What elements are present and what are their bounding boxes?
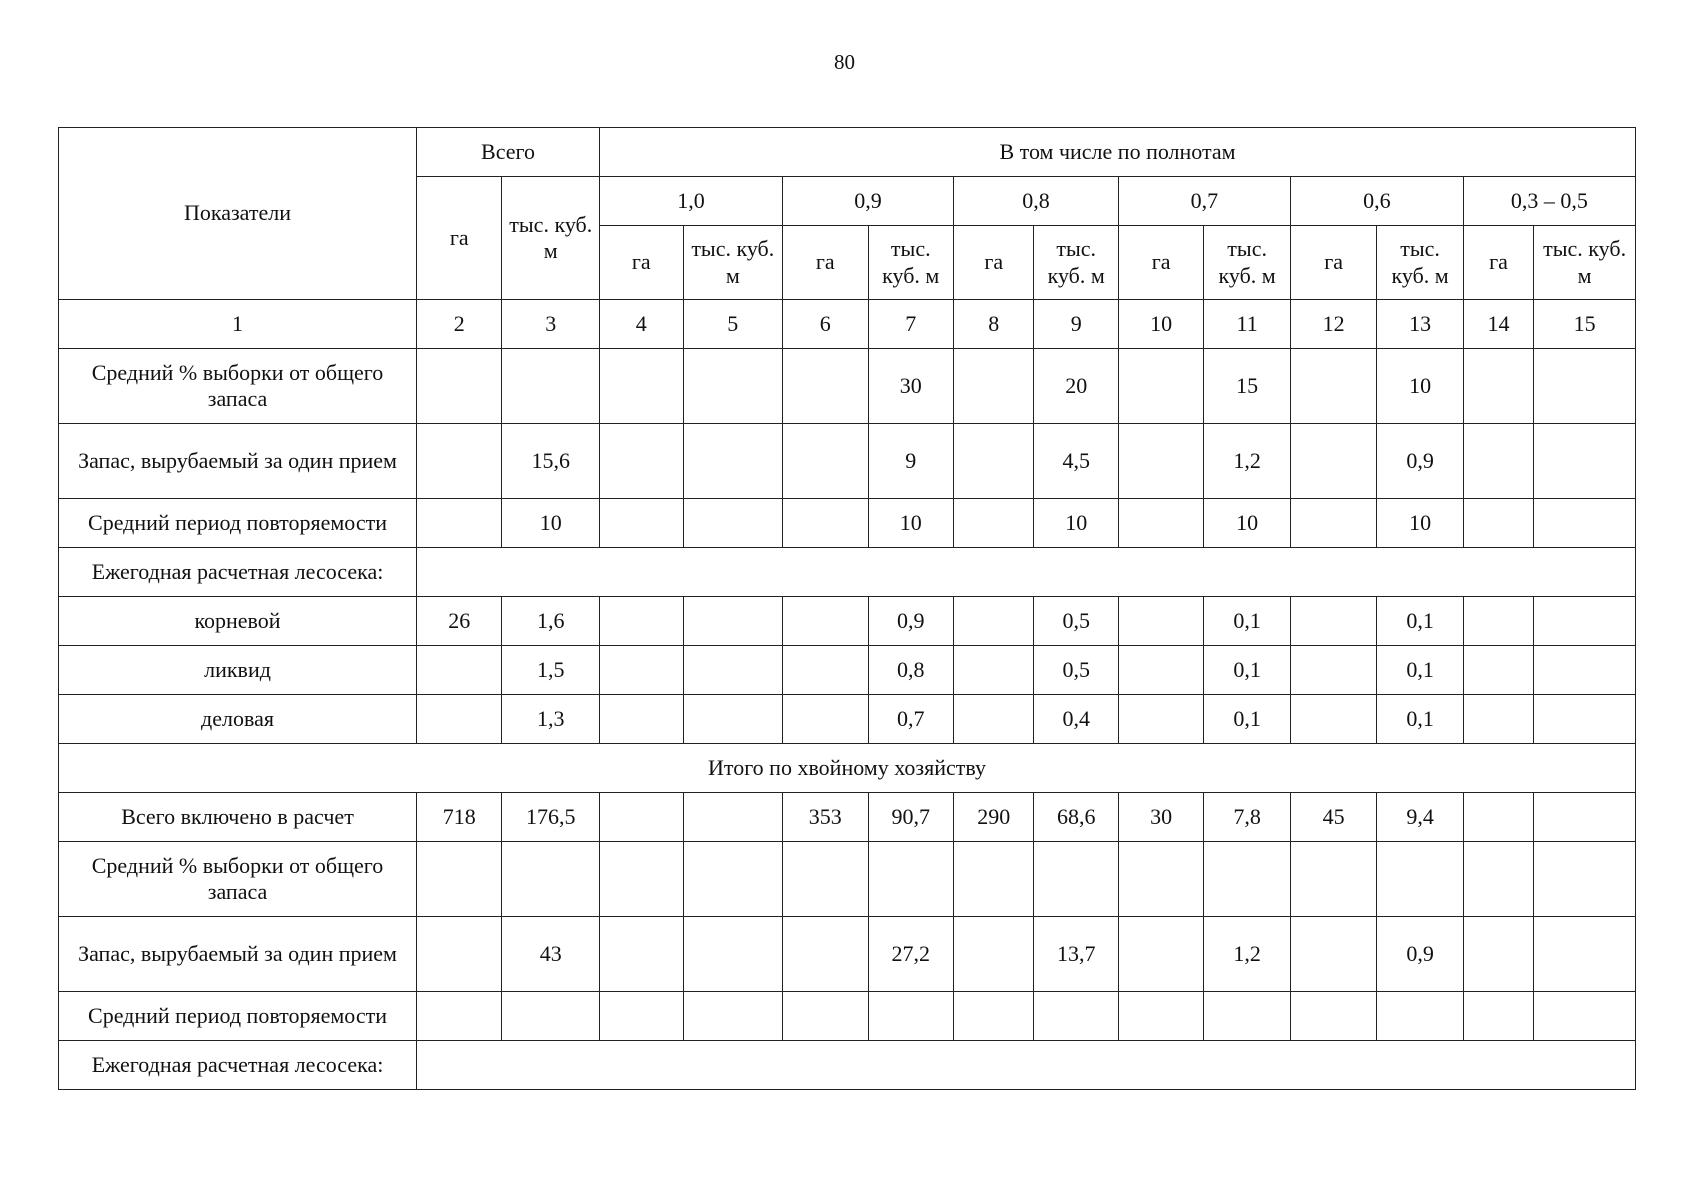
table-row	[59, 597, 1636, 646]
header-total-ha: га	[417, 177, 502, 300]
table-cell	[954, 842, 1034, 917]
table-cell: 9,4	[1377, 793, 1463, 842]
table-cell: 0,1	[1377, 597, 1463, 646]
table-cell: 43	[502, 917, 600, 992]
table-cell	[683, 349, 783, 424]
table-cell	[417, 646, 502, 695]
table-row	[59, 499, 1636, 548]
table-cell	[783, 597, 868, 646]
header-unit-ha: га	[1463, 226, 1533, 300]
table-cell	[1290, 499, 1376, 548]
row-label: деловая	[59, 695, 417, 744]
row-label: Ежегодная расчетная лесосека:	[59, 1041, 417, 1090]
table-cell: 0,1	[1204, 597, 1290, 646]
page-number: 80	[834, 50, 855, 74]
table-cell	[600, 597, 683, 646]
table-cell: 353	[783, 793, 868, 842]
table-cell	[1118, 992, 1203, 1041]
table-cell: 20	[1034, 349, 1118, 424]
table-cell	[1290, 646, 1376, 695]
table-cell: 0,5	[1034, 646, 1118, 695]
row-label: ликвид	[59, 646, 417, 695]
table-cell	[1377, 992, 1463, 1041]
header-density: 0,3 – 0,5	[1463, 177, 1635, 226]
forest-cut-table	[58, 127, 1636, 1090]
table-cell	[600, 992, 683, 1041]
table-cell	[1290, 695, 1376, 744]
table-cell	[502, 992, 600, 1041]
table-cell: 10	[1204, 499, 1290, 548]
table-cell	[502, 349, 600, 424]
header-unit-volume: тыс. куб. м	[683, 226, 783, 300]
table-cell: 7,8	[1204, 793, 1290, 842]
table-cell	[1463, 349, 1533, 424]
table-cell	[1534, 499, 1636, 548]
table-row	[59, 424, 1636, 499]
header-density: 0,9	[783, 177, 954, 226]
row-label: Ежегодная расчетная лесосека:	[59, 548, 417, 597]
table-cell	[1290, 842, 1376, 917]
table-cell: 4,5	[1034, 424, 1118, 499]
table-cell	[683, 793, 783, 842]
table-cell	[1034, 992, 1118, 1041]
table-cell: 176,5	[502, 793, 600, 842]
header-unit-ha: га	[783, 226, 868, 300]
column-number: 8	[954, 300, 1034, 349]
table-cell	[1534, 842, 1636, 917]
header-unit-ha: га	[954, 226, 1034, 300]
table-cell	[1534, 349, 1636, 424]
table-cell: 1,6	[502, 597, 600, 646]
table-cell	[1204, 992, 1290, 1041]
table-cell: 30	[1118, 793, 1203, 842]
column-numbers-row	[59, 300, 1636, 349]
table-cell: 1,5	[502, 646, 600, 695]
table-cell	[417, 917, 502, 992]
table-cell: 0,9	[1377, 424, 1463, 499]
table-cell: 9	[868, 424, 953, 499]
table-cell: 27,2	[868, 917, 953, 992]
table-cell	[683, 842, 783, 917]
header-total-volume: тыс. куб. м	[502, 177, 600, 300]
column-number: 2	[417, 300, 502, 349]
table-cell: 0,8	[868, 646, 953, 695]
table-cell	[954, 917, 1034, 992]
table-cell	[1534, 695, 1636, 744]
header-by-density: В том числе по полнотам	[600, 128, 1636, 177]
table-cell	[1118, 646, 1203, 695]
table-row	[59, 695, 1636, 744]
table-cell: 0,1	[1377, 646, 1463, 695]
table-cell	[683, 646, 783, 695]
table-cell	[417, 695, 502, 744]
table-row	[59, 548, 1636, 597]
column-number: 11	[1204, 300, 1290, 349]
table-cell	[600, 424, 683, 499]
table-cell: 1,2	[1204, 424, 1290, 499]
table-cell	[783, 499, 868, 548]
table-cell: 15,6	[502, 424, 600, 499]
table-row	[59, 793, 1636, 842]
table-cell	[1118, 499, 1203, 548]
table-cell	[1534, 646, 1636, 695]
table-cell: 1,2	[1204, 917, 1290, 992]
table-row	[59, 349, 1636, 424]
header-unit-volume: тыс. куб. м	[1034, 226, 1118, 300]
table-cell	[502, 842, 600, 917]
table-cell: 0,9	[1377, 917, 1463, 992]
table-cell	[954, 499, 1034, 548]
row-label: Всего включено в расчет	[59, 793, 417, 842]
table-cell	[600, 917, 683, 992]
header-density: 1,0	[600, 177, 783, 226]
table-cell	[1463, 646, 1533, 695]
header-indicators: Показатели	[59, 128, 417, 300]
table-row	[59, 646, 1636, 695]
column-number: 1	[59, 300, 417, 349]
row-label: Средний % выборки от общего запаса	[59, 349, 417, 424]
table-cell	[954, 424, 1034, 499]
column-number: 15	[1534, 300, 1636, 349]
table-cell	[1534, 992, 1636, 1041]
table-cell	[417, 349, 502, 424]
column-number: 6	[783, 300, 868, 349]
table-cell	[1204, 842, 1290, 917]
table-cell	[1463, 597, 1533, 646]
table-cell: 0,7	[868, 695, 953, 744]
header-unit-volume: тыс. куб. м	[1377, 226, 1463, 300]
table-cell	[868, 842, 953, 917]
table-cell	[1034, 842, 1118, 917]
table-cell	[1377, 842, 1463, 917]
table-cell	[783, 424, 868, 499]
table-cell	[1463, 917, 1533, 992]
table-cell	[417, 842, 502, 917]
table-cell	[954, 646, 1034, 695]
header-density: 0,8	[954, 177, 1119, 226]
table-cell	[683, 597, 783, 646]
table-cell: 68,6	[1034, 793, 1118, 842]
column-number: 9	[1034, 300, 1118, 349]
table-cell	[1118, 695, 1203, 744]
header-density: 0,7	[1118, 177, 1290, 226]
table-cell: 15	[1204, 349, 1290, 424]
table-cell: 10	[1377, 499, 1463, 548]
table-cell	[1118, 349, 1203, 424]
table-cell: 10	[1034, 499, 1118, 548]
table-body	[59, 300, 1636, 1090]
table-cell	[417, 499, 502, 548]
row-label: Средний период повторяемости	[59, 499, 417, 548]
table-cell	[783, 349, 868, 424]
header-unit-ha: га	[1118, 226, 1203, 300]
header-unit-volume: тыс. куб. м	[1204, 226, 1290, 300]
table-cell	[1290, 349, 1376, 424]
table-cell	[1463, 842, 1533, 917]
table-cell	[1463, 992, 1533, 1041]
table-cell	[1290, 597, 1376, 646]
header-unit-ha: га	[600, 226, 683, 300]
table-row	[59, 842, 1636, 917]
table-cell: 13,7	[1034, 917, 1118, 992]
header-density: 0,6	[1290, 177, 1463, 226]
column-number: 12	[1290, 300, 1376, 349]
table-cell	[783, 992, 868, 1041]
table-cell	[954, 992, 1034, 1041]
header-unit-volume: тыс. куб. м	[1534, 226, 1636, 300]
table-cell: 0,4	[1034, 695, 1118, 744]
table-cell	[600, 793, 683, 842]
table-cell: 10	[1377, 349, 1463, 424]
section-title: Итого по хвойному хозяйству	[59, 744, 1636, 793]
table-cell-merged	[417, 1041, 1636, 1090]
table-cell	[600, 499, 683, 548]
row-label: Средний % выборки от общего запаса	[59, 842, 417, 917]
table-cell	[1118, 424, 1203, 499]
table-cell	[783, 646, 868, 695]
table-cell	[1290, 917, 1376, 992]
table-cell: 290	[954, 793, 1034, 842]
table-cell	[954, 695, 1034, 744]
table-cell	[683, 992, 783, 1041]
table-row	[59, 1041, 1636, 1090]
table-cell: 0,1	[1204, 695, 1290, 744]
table-cell	[417, 992, 502, 1041]
row-label: корневой	[59, 597, 417, 646]
table-cell	[683, 424, 783, 499]
column-number: 4	[600, 300, 683, 349]
column-number: 7	[868, 300, 953, 349]
table-cell	[683, 499, 783, 548]
table-cell	[1534, 793, 1636, 842]
table-cell	[783, 917, 868, 992]
table-cell	[1290, 424, 1376, 499]
table-cell: 0,1	[1204, 646, 1290, 695]
table-cell	[1290, 992, 1376, 1041]
table-cell: 26	[417, 597, 502, 646]
row-label: Запас, вырубаемый за один прием	[59, 424, 417, 499]
table-cell: 90,7	[868, 793, 953, 842]
table-cell: 0,9	[868, 597, 953, 646]
table-cell	[1118, 917, 1203, 992]
table-cell: 30	[868, 349, 953, 424]
table-cell	[1534, 424, 1636, 499]
table-cell	[868, 992, 953, 1041]
column-number: 3	[502, 300, 600, 349]
column-number: 13	[1377, 300, 1463, 349]
row-label: Запас, вырубаемый за один прием	[59, 917, 417, 992]
table-cell: 45	[1290, 793, 1376, 842]
table-row	[59, 917, 1636, 992]
header-unit-ha: га	[1290, 226, 1376, 300]
table-cell: 1,3	[502, 695, 600, 744]
table-cell	[600, 349, 683, 424]
table-cell	[683, 695, 783, 744]
table-row	[59, 992, 1636, 1041]
table-cell	[683, 917, 783, 992]
table-cell	[1118, 597, 1203, 646]
table-cell: 10	[868, 499, 953, 548]
table-header	[59, 128, 1636, 300]
table-cell: 718	[417, 793, 502, 842]
header-total: Всего	[417, 128, 600, 177]
table-cell	[954, 597, 1034, 646]
table-cell	[1463, 793, 1533, 842]
table-cell	[1463, 499, 1533, 548]
table-cell	[954, 349, 1034, 424]
table-cell-merged	[417, 548, 1636, 597]
table-cell	[600, 842, 683, 917]
table-cell	[783, 695, 868, 744]
table-cell: 10	[502, 499, 600, 548]
section-row	[59, 744, 1636, 793]
table-cell	[417, 424, 502, 499]
table-cell	[1463, 424, 1533, 499]
column-number: 10	[1118, 300, 1203, 349]
column-number: 14	[1463, 300, 1533, 349]
table-cell	[1534, 917, 1636, 992]
table-cell	[600, 646, 683, 695]
table-cell	[600, 695, 683, 744]
table-cell: 0,1	[1377, 695, 1463, 744]
row-label: Средний период повторяемости	[59, 992, 417, 1041]
table-cell	[1118, 842, 1203, 917]
table-cell: 0,5	[1034, 597, 1118, 646]
header-unit-volume: тыс. куб. м	[868, 226, 953, 300]
table-cell	[1534, 597, 1636, 646]
table-cell	[1463, 695, 1533, 744]
column-number: 5	[683, 300, 783, 349]
table-cell	[783, 842, 868, 917]
